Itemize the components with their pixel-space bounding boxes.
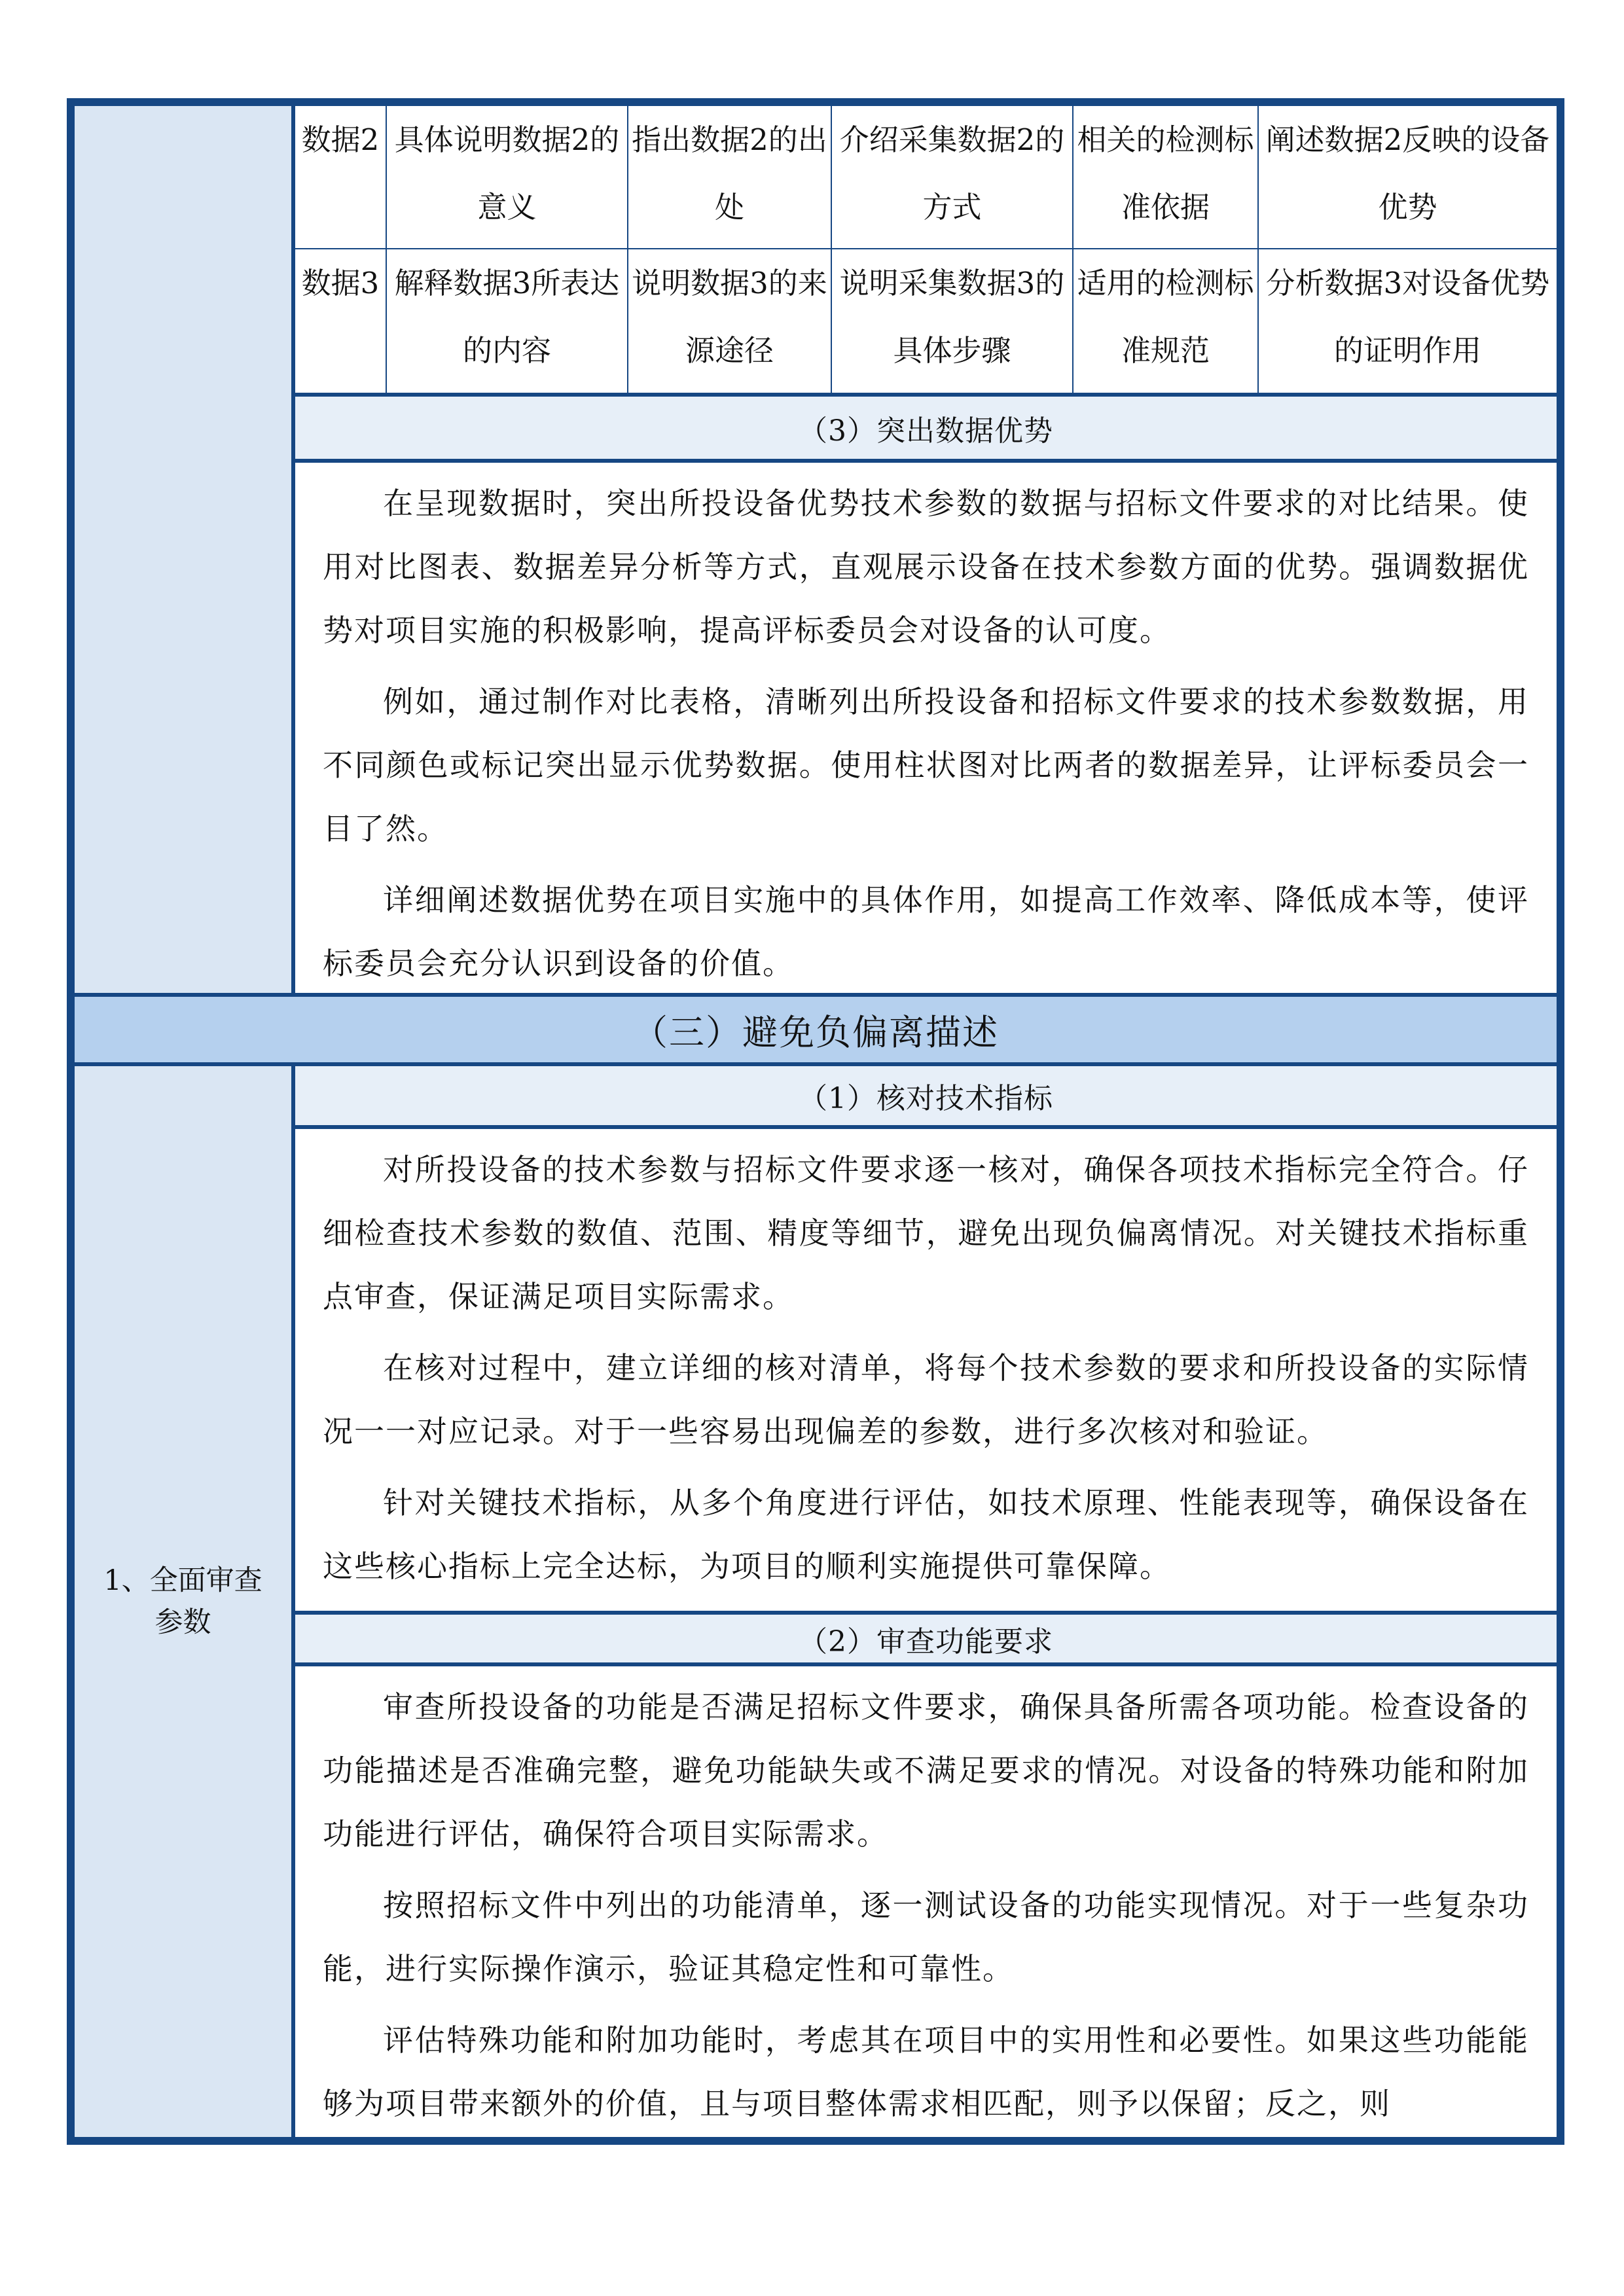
cell-data-name: 数据3 bbox=[295, 249, 386, 393]
subheading-review-function-requirements bbox=[295, 1615, 1557, 1662]
paragraph: 针对关键技术指标，从多个角度进行评估，如技术原理、性能表现等，确保设备在这些核心指标上完全达标，为项目的顺利实施提供可靠保障。 bbox=[323, 1485, 1529, 1584]
cell-collection-method: 介绍采集数据2的方式 bbox=[831, 106, 1073, 249]
paragraph: 对所投设备的技术参数与招标文件要求逐一核对，确保各项技术指标完全符合。仔细检查技术参数的数值、范围、精度等细节，避免出现负偏离情况。对关键技术指标重点审查，保证满足项目实际需求。 bbox=[323, 1152, 1529, 1314]
table-row-data-2 bbox=[295, 106, 1557, 249]
paragraph: 例如，通过制作对比表格，清晰列出所投设备和招标文件要求的技术参数数据，用不同颜色或标记突出显示优势数据。使用柱状图对比两者的数据差异，让评标委员会一目了然。 bbox=[323, 684, 1529, 846]
cell-advantage: 阐述数据2反映的设备优势 bbox=[1258, 106, 1557, 249]
section-heading: （三）避免负偏离描述 bbox=[632, 1011, 999, 1053]
subheading-highlight-data-advantage bbox=[295, 397, 1557, 459]
subheading-text: （2）审查功能要求 bbox=[799, 1624, 1053, 1659]
subheading-text: （3）突出数据优势 bbox=[799, 414, 1053, 448]
cell-meaning: 解释数据3所表达的内容 bbox=[386, 249, 628, 393]
subheading-text: （1）核对技术指标 bbox=[799, 1082, 1053, 1115]
subheading-check-technical-indicators bbox=[295, 1066, 1557, 1125]
paragraph: 详细阐述数据优势在项目实施中的具体作用，如提高工作效率、降低成本等，使评标委员会充分认识到设备的价值。 bbox=[323, 882, 1529, 981]
paragraph: 在核对过程中，建立详细的核对清单，将每个技术参数的要求和所投设备的实际情况一一对应记录。对于一些容易出现偏差的参数，进行多次核对和验证。 bbox=[323, 1350, 1529, 1449]
paragraph: 按照招标文件中列出的功能清单，逐一测试设备的功能实现情况。对于一些复杂功能，进行实际操作演示，验证其稳定性和可靠性。 bbox=[323, 1888, 1529, 1986]
table-row-data-3 bbox=[295, 249, 1557, 393]
cell-meaning: 具体说明数据2的意义 bbox=[386, 106, 628, 249]
paragraph: 评估特殊功能和附加功能时，考虑其在项目中的实用性和必要性。如果这些功能能够为项目带来额外的价值，且与项目整体需求相匹配，则予以保留；反之，则 bbox=[323, 2022, 1529, 2121]
row-label: 1、全面审查参数 bbox=[103, 1564, 262, 1639]
cell-source: 指出数据2的出处 bbox=[628, 106, 831, 249]
body-text-review-functions bbox=[295, 1666, 1557, 2137]
cell-source: 说明数据3的来源途径 bbox=[628, 249, 831, 393]
cell-collection-method: 说明采集数据3的具体步骤 bbox=[831, 249, 1073, 393]
document-table-frame bbox=[67, 98, 1564, 2145]
cell-standard: 适用的检测标准规范 bbox=[1073, 249, 1258, 393]
section-heading-band bbox=[75, 997, 1557, 1062]
body-text-block-a bbox=[295, 463, 1557, 993]
body-text-check-indicators bbox=[295, 1129, 1557, 1611]
paragraph: 在呈现数据时，突出所投设备优势技术参数的数据与招标文件要求的对比结果。使用对比图表、数据差异分析等方式，直观展示设备在技术参数方面的优势。强调数据优势对项目实施的积极影响，提高评标委员会对设备的认可度。 bbox=[323, 486, 1529, 648]
left-column-empty-cell bbox=[75, 106, 291, 993]
data-source-table bbox=[295, 106, 1557, 393]
cell-standard: 相关的检测标准依据 bbox=[1073, 106, 1258, 249]
paragraph: 审查所投设备的功能是否满足招标文件要求，确保具备所需各项功能。检查设备的功能描述是否准确完整，避免功能缺失或不满足要求的情况。对设备的特殊功能和附加功能进行评估，确保符合项目实际需求。 bbox=[323, 1689, 1529, 1852]
cell-advantage: 分析数据3对设备优势的证明作用 bbox=[1258, 249, 1557, 393]
cell-data-name: 数据2 bbox=[295, 106, 386, 249]
left-column-label-cell bbox=[75, 1066, 291, 2137]
